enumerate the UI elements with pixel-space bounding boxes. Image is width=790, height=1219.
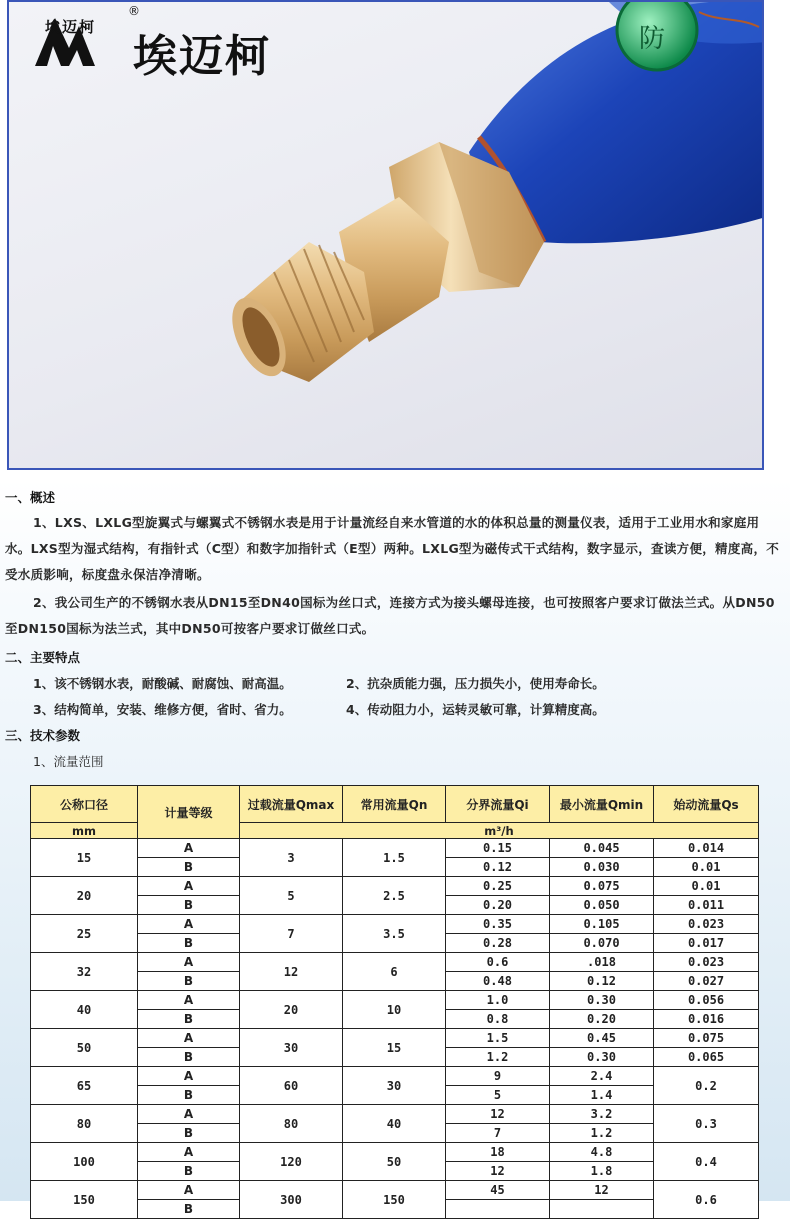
cell-qmax: 3	[240, 839, 343, 877]
overview-paragraph-2: 2、我公司生产的不锈钢水表从DN15至DN40国标为丝口式，连接方式为接头螺母连接，也可按照客户要求订做法兰式。从DN50至DN150国标为法兰式，其中DN50可按客户要求订做丝口式。	[5, 595, 775, 636]
cell-qmax: 60	[240, 1067, 343, 1105]
cell-qmin: 2.4	[550, 1067, 654, 1086]
cell-qmax: 80	[240, 1105, 343, 1143]
table-row	[31, 1029, 759, 1048]
cell-qi: 0.35	[446, 915, 550, 934]
cell-qmin: .018	[550, 953, 654, 972]
cell-qs: 0.023	[654, 953, 759, 972]
cell-qmax: 20	[240, 991, 343, 1029]
cell-qs: 0.065	[654, 1048, 759, 1067]
product-photo	[7, 0, 764, 470]
cell-qn: 15	[343, 1029, 446, 1067]
cell-qn: 1.5	[343, 839, 446, 877]
cell-qn: 150	[343, 1181, 446, 1219]
header-qs: 始动流量Qs	[654, 786, 759, 823]
table-row	[31, 1105, 759, 1124]
cell-qmin: 0.070	[550, 934, 654, 953]
cell-diameter: 80	[31, 1105, 138, 1143]
header-qmin: 最小流量Qmin	[550, 786, 654, 823]
overview-paragraph-1: 1、LXS、LXLG型旋翼式与螺翼式不锈钢水表是用于计量流经自来水管道的水的体积总量的测量仪表，适用于工业用水和家庭用水。LXS型为湿式结构，有指针式（C型）和数字加指针式（E型）两种。LXLG型为磁传式干式结构，数字显示，查读方便，精度高，不受水质影响，标度盘永保洁净清晰。	[5, 515, 780, 582]
cell-grade: B	[138, 1048, 240, 1067]
feature-item-1: 1、该不锈钢水表，耐酸碱、耐腐蚀、耐高温。	[33, 676, 292, 691]
cell-qn: 40	[343, 1105, 446, 1143]
registered-mark: ®	[128, 4, 140, 18]
cell-qi: 0.6	[446, 953, 550, 972]
table-header-row	[31, 786, 759, 823]
cell-qs: 0.027	[654, 972, 759, 991]
cell-qi: 12	[446, 1162, 550, 1181]
cell-qs: 0.6	[654, 1181, 759, 1219]
cell-qi: 12	[446, 1105, 550, 1124]
cell-qmax: 7	[240, 915, 343, 953]
cell-qmin: 4.8	[550, 1143, 654, 1162]
cell-qi	[446, 1200, 550, 1219]
cell-grade: A	[138, 839, 240, 858]
unit-mm: mm	[31, 823, 138, 839]
cell-qn: 6	[343, 953, 446, 991]
cell-qi: 0.12	[446, 858, 550, 877]
cell-qmin: 0.105	[550, 915, 654, 934]
cell-qi: 0.20	[446, 896, 550, 915]
table-row	[31, 915, 759, 934]
cell-qmax: 120	[240, 1143, 343, 1181]
brand-logo	[33, 4, 303, 82]
cell-qs: 0.2	[654, 1067, 759, 1105]
unit-flow: m³/h	[240, 823, 759, 839]
cell-diameter: 25	[31, 915, 138, 953]
cell-qn: 30	[343, 1067, 446, 1105]
flow-table-body	[31, 839, 759, 1219]
cell-qs: 0.01	[654, 858, 759, 877]
cell-qi: 0.15	[446, 839, 550, 858]
table-row	[31, 1067, 759, 1086]
cell-qs: 0.014	[654, 839, 759, 858]
cell-qi: 0.8	[446, 1010, 550, 1029]
table-row	[31, 1143, 759, 1162]
cell-qmin: 0.20	[550, 1010, 654, 1029]
cell-diameter: 20	[31, 877, 138, 915]
table-row	[31, 991, 759, 1010]
cell-grade: A	[138, 915, 240, 934]
table-row	[31, 953, 759, 972]
cell-qs: 0.017	[654, 934, 759, 953]
cell-diameter: 15	[31, 839, 138, 877]
cell-qmin: 1.8	[550, 1162, 654, 1181]
cell-diameter: 40	[31, 991, 138, 1029]
header-qi: 分界流量Qi	[446, 786, 550, 823]
cell-qs: 0.01	[654, 877, 759, 896]
logo-small-text: 埃迈柯	[45, 18, 97, 36]
cell-qmax: 5	[240, 877, 343, 915]
cell-diameter: 50	[31, 1029, 138, 1067]
cell-grade: B	[138, 1124, 240, 1143]
header-diameter: 公称口径	[31, 786, 138, 823]
cell-grade: A	[138, 953, 240, 972]
cell-qmax: 30	[240, 1029, 343, 1067]
cell-qmin: 1.2	[550, 1124, 654, 1143]
cell-qi: 9	[446, 1067, 550, 1086]
cell-grade: A	[138, 877, 240, 896]
table-row	[31, 839, 759, 858]
cell-qmax: 300	[240, 1181, 343, 1219]
cell-diameter: 32	[31, 953, 138, 991]
feature-item-4: 4、传动阻力小，运转灵敏可靠，计算精度高。	[346, 702, 605, 717]
cell-qs: 0.075	[654, 1029, 759, 1048]
cell-qs: 0.4	[654, 1143, 759, 1181]
cell-grade: A	[138, 1067, 240, 1086]
flow-range-table	[30, 785, 759, 1219]
brand-name: 埃迈柯	[133, 31, 271, 82]
cell-qs: 0.3	[654, 1105, 759, 1143]
cell-qi: 5	[446, 1086, 550, 1105]
cell-qn: 2.5	[343, 877, 446, 915]
feature-item-3: 3、结构简单，安装、维修方便，省时、省力。	[33, 702, 292, 717]
cell-qs: 0.056	[654, 991, 759, 1010]
cell-qmin	[550, 1200, 654, 1219]
cell-grade: A	[138, 1143, 240, 1162]
cell-qi: 1.5	[446, 1029, 550, 1048]
cell-qmin: 0.12	[550, 972, 654, 991]
cell-qn: 50	[343, 1143, 446, 1181]
cell-qi: 1.2	[446, 1048, 550, 1067]
cell-qi: 7	[446, 1124, 550, 1143]
cell-qi: 1.0	[446, 991, 550, 1010]
overview-title: 一、概述	[5, 490, 56, 505]
cell-qi: 0.25	[446, 877, 550, 896]
cell-qmin: 0.045	[550, 839, 654, 858]
cell-qs: 0.011	[654, 896, 759, 915]
cell-qs: 0.023	[654, 915, 759, 934]
cell-qmin: 0.30	[550, 1048, 654, 1067]
cell-qmin: 12	[550, 1181, 654, 1200]
cell-grade: B	[138, 972, 240, 991]
cell-qs: 0.016	[654, 1010, 759, 1029]
cell-qmin: 0.075	[550, 877, 654, 896]
table-row	[31, 877, 759, 896]
gauge-label: 防	[639, 24, 666, 54]
feature-item-2: 2、抗杂质能力强，压力损失小，使用寿命长。	[346, 676, 605, 691]
cell-qmin: 0.30	[550, 991, 654, 1010]
cell-grade: A	[138, 1181, 240, 1200]
tech-title: 三、技术参数	[5, 728, 81, 743]
cell-qmin: 1.4	[550, 1086, 654, 1105]
flow-range-title: 1、流量范围	[33, 754, 104, 769]
cell-grade: B	[138, 1086, 240, 1105]
cell-qi: 45	[446, 1181, 550, 1200]
cell-qi: 0.28	[446, 934, 550, 953]
cell-grade: B	[138, 934, 240, 953]
cell-qi: 0.48	[446, 972, 550, 991]
cell-qmin: 0.030	[550, 858, 654, 877]
cell-diameter: 65	[31, 1067, 138, 1105]
cell-qmin: 0.45	[550, 1029, 654, 1048]
cell-grade: A	[138, 991, 240, 1010]
cell-grade: B	[138, 1010, 240, 1029]
cell-diameter: 150	[31, 1181, 138, 1219]
cell-qn: 10	[343, 991, 446, 1029]
cell-qi: 18	[446, 1143, 550, 1162]
cell-qmin: 3.2	[550, 1105, 654, 1124]
table-row	[31, 1181, 759, 1200]
header-grade: 计量等级	[138, 786, 240, 839]
cell-grade: A	[138, 1029, 240, 1048]
cell-grade: B	[138, 858, 240, 877]
cell-qn: 3.5	[343, 915, 446, 953]
cell-grade: A	[138, 1105, 240, 1124]
header-qn: 常用流量Qn	[343, 786, 446, 823]
cell-qmin: 0.050	[550, 896, 654, 915]
cell-qmax: 12	[240, 953, 343, 991]
header-qmax: 过载流量Qmax	[240, 786, 343, 823]
cell-grade: B	[138, 1200, 240, 1219]
cell-grade: B	[138, 1162, 240, 1181]
cell-grade: B	[138, 896, 240, 915]
features-title: 二、主要特点	[5, 650, 81, 665]
spec-section	[0, 478, 790, 1216]
cell-diameter: 100	[31, 1143, 138, 1181]
